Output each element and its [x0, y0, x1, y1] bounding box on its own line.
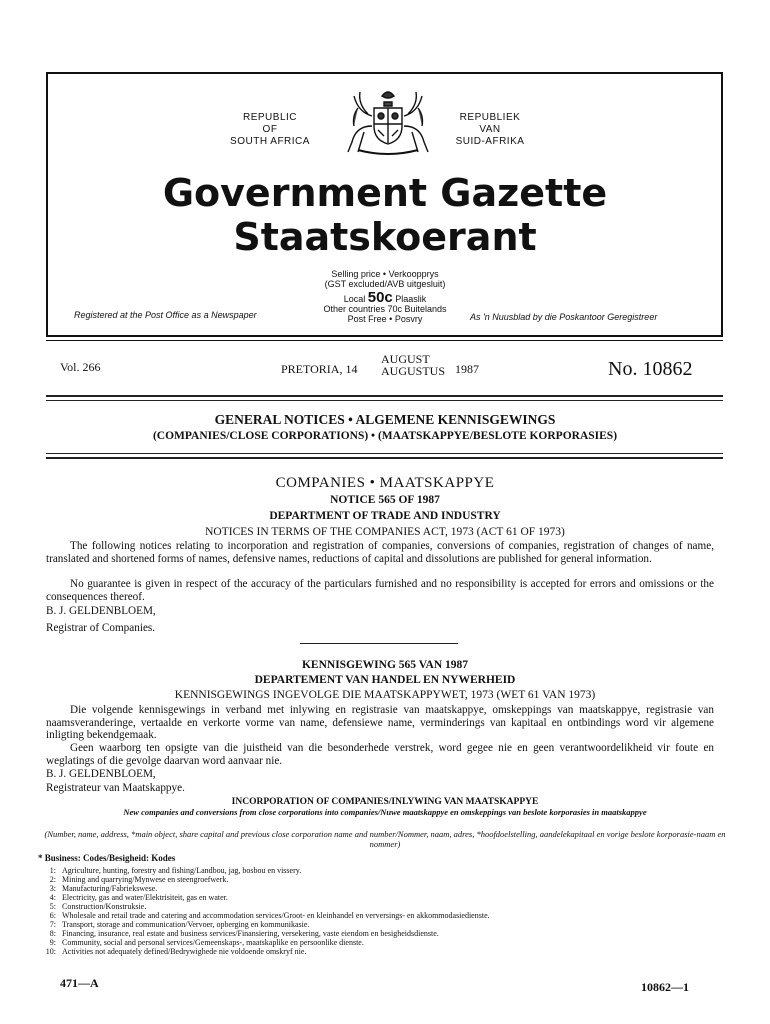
wet-reference: KENNISGEWINGS INGEVOLGE DIE MAATSKAPPYWET, 1973 (WET 61 VAN 1973) — [174, 689, 596, 701]
republic-en-line3: SOUTH AFRICA — [230, 136, 310, 147]
companies-heading: COMPANIES • MAATSKAPPYE — [275, 475, 495, 491]
list-item: 5: Construction/Konstruksie. — [49, 902, 147, 911]
page-code-right: 10862—1 — [641, 980, 689, 994]
page-code-left: 471—A — [60, 976, 99, 990]
local-price-line — [285, 289, 485, 306]
afrikaans-signatory: B. J. GELDENBLOEM, — [46, 768, 156, 780]
english-signatory-title: Registrar of Companies. — [46, 622, 156, 634]
department-name: DEPARTMENT OF TRADE AND INDUSTRY — [269, 510, 501, 522]
plaaslik-label: Plaaslik — [395, 294, 427, 304]
issue-number: No. 10862 — [608, 358, 693, 380]
afrikaans-paragraph-1: Die volgende kennisgewings in verband met inlywing en registrasie van maatskappye, omskeppings van maatskappye, registrasie van naamsveranderinge, vertaalde en verkorte vorme van name, defensiewe name, verminderings van kapitaal en ontbindings word vir algemene inligting bekendgemaak. — [46, 704, 714, 741]
republic-english — [212, 112, 328, 148]
section-subtitle: (COMPANIES/CLOSE CORPORATIONS) • (MAATSKAPPYE/BESLOTE KORPORASIES) — [152, 430, 618, 442]
republic-af-line3: SUID-AFRIKA — [455, 136, 525, 147]
issue-month — [381, 353, 445, 377]
english-signatory: B. J. GELDENBLOEM, — [46, 605, 156, 617]
month-english: AUGUST — [381, 352, 430, 366]
incorporation-subheading: New companies and conversions from close corporations into companies/Nuwe maatskappye en omskeppings van beslote korporasies in maatskappye — [123, 807, 647, 817]
republic-en-line1: REPUBLIC — [242, 112, 297, 123]
post-free: Post Free • Posvry — [347, 314, 423, 324]
republic-afrikaans — [432, 112, 548, 148]
masthead-rule-thin — [46, 340, 723, 341]
republic-af-line2: VAN — [479, 124, 501, 135]
list-item: 4: Electricity, gas and water/Elektrisiteit, gas en water. — [49, 893, 228, 902]
act-reference: NOTICES IN TERMS OF THE COMPANIES ACT, 1973 (ACT 61 OF 1973) — [205, 526, 565, 538]
local-price: 50c — [367, 289, 393, 306]
separator-rule — [300, 643, 458, 644]
month-afrikaans: AUGUSTUS — [381, 364, 446, 378]
list-item: 1: Agriculture, hunting, forestry and fishing/Landbou, jag, bosbou en vissery. — [49, 866, 302, 875]
list-item: 3: Manufacturing/Fabriekswese. — [49, 884, 158, 893]
list-item: 6: Wholesale and retail trade and catering and accommodation services/Groot- en kleinhandel en verversings- en akkommodasiedienste. — [49, 911, 490, 920]
other-countries-price: Other countries 70c Buitelands — [323, 304, 447, 314]
incorporation-fields: (Number, name, address, *main object, share capital and previous close corporation name and number/Nommer, naam, adres, *hoofdoelstelling, aandelekapitaal en vorige beslote korporasie-naam en nommer) — [44, 829, 726, 849]
registered-note-afrikaans: As 'n Nuusblad by die Poskantoor Geregistreer — [470, 312, 658, 322]
local-label: Local — [343, 294, 366, 304]
republic-en-line2: OF — [262, 124, 278, 135]
section-title: GENERAL NOTICES • ALGEMENE KENNISGEWINGS — [214, 412, 556, 427]
english-paragraph-2: No guarantee is given in respect of the accuracy of the particulars furnished and no responsibility is accepted for errors and omissions or the consequences thereof. — [46, 578, 714, 603]
kennisgewing-number: KENNISGEWING 565 VAN 1987 — [301, 659, 469, 671]
coat-of-arms-icon — [338, 86, 438, 158]
issue-year: 1987 — [455, 362, 479, 376]
price-line2: (GST excluded/AVB uitgesluit) — [324, 279, 446, 289]
gazette-title-english: Government Gazette — [162, 171, 608, 215]
list-item: 2: Mining and quarrying/Mynwese en steengroefwerk. — [49, 875, 229, 884]
notice-number: NOTICE 565 OF 1987 — [330, 494, 440, 506]
gazette-title-afrikaans: Staatskoerant — [233, 215, 537, 259]
rule — [46, 395, 723, 397]
price-line1: Selling price • Verkoopprys — [331, 269, 439, 279]
rule-thick — [46, 457, 723, 459]
volume: Vol. 266 — [60, 360, 101, 374]
list-item: 10: Activities not adequately defined/Bedrywighede nie voldoende omskryf nie. — [45, 947, 307, 956]
business-codes-heading: * Business: Codes/Besigheid: Kodes — [38, 853, 176, 863]
list-item: 7: Transport, storage and communication/Vervoer, opberging en kommunikasie. — [49, 920, 310, 929]
selling-price — [285, 269, 485, 324]
rule — [46, 453, 723, 454]
english-paragraph-1: The following notices relating to incorporation and registration of companies, conversions of companies, registration of changes of name, translated and shortened forms of names, defensive names, reductions of capital and dissolutions are published for general information. — [46, 540, 714, 565]
afrikaans-paragraph-2: Geen waarborg ten opsigte van die juistheid van die besonderhede verstrek, word gegee nie en geen verantwoordelikheid vir foute en weglatings of die gevolge daarvan word aanvaar nie. — [46, 742, 714, 767]
issue-date-place: PRETORIA, 14 — [281, 362, 358, 376]
masthead-rule — [46, 335, 723, 337]
afrikaans-signatory-title: Registrateur van Maatskappye. — [46, 782, 185, 794]
republic-af-line1: REPUBLIEK — [459, 112, 521, 123]
list-item: 9: Community, social and personal services/Gemeenskaps-, maatskaplike en persoonlike dienste. — [49, 938, 364, 947]
rule-thin — [46, 400, 723, 401]
incorporation-heading: INCORPORATION OF COMPANIES/INLYWING VAN MAATSKAPPYE — [231, 797, 539, 807]
list-item: 8: Financing, insurance, real estate and business services/Finansiering, versekering, vaste eiendom en besigheidsdienste. — [49, 929, 439, 938]
departement-name: DEPARTEMENT VAN HANDEL EN NYWERHEID — [254, 674, 516, 686]
registered-note-english: Registered at the Post Office as a Newspaper — [74, 310, 257, 320]
